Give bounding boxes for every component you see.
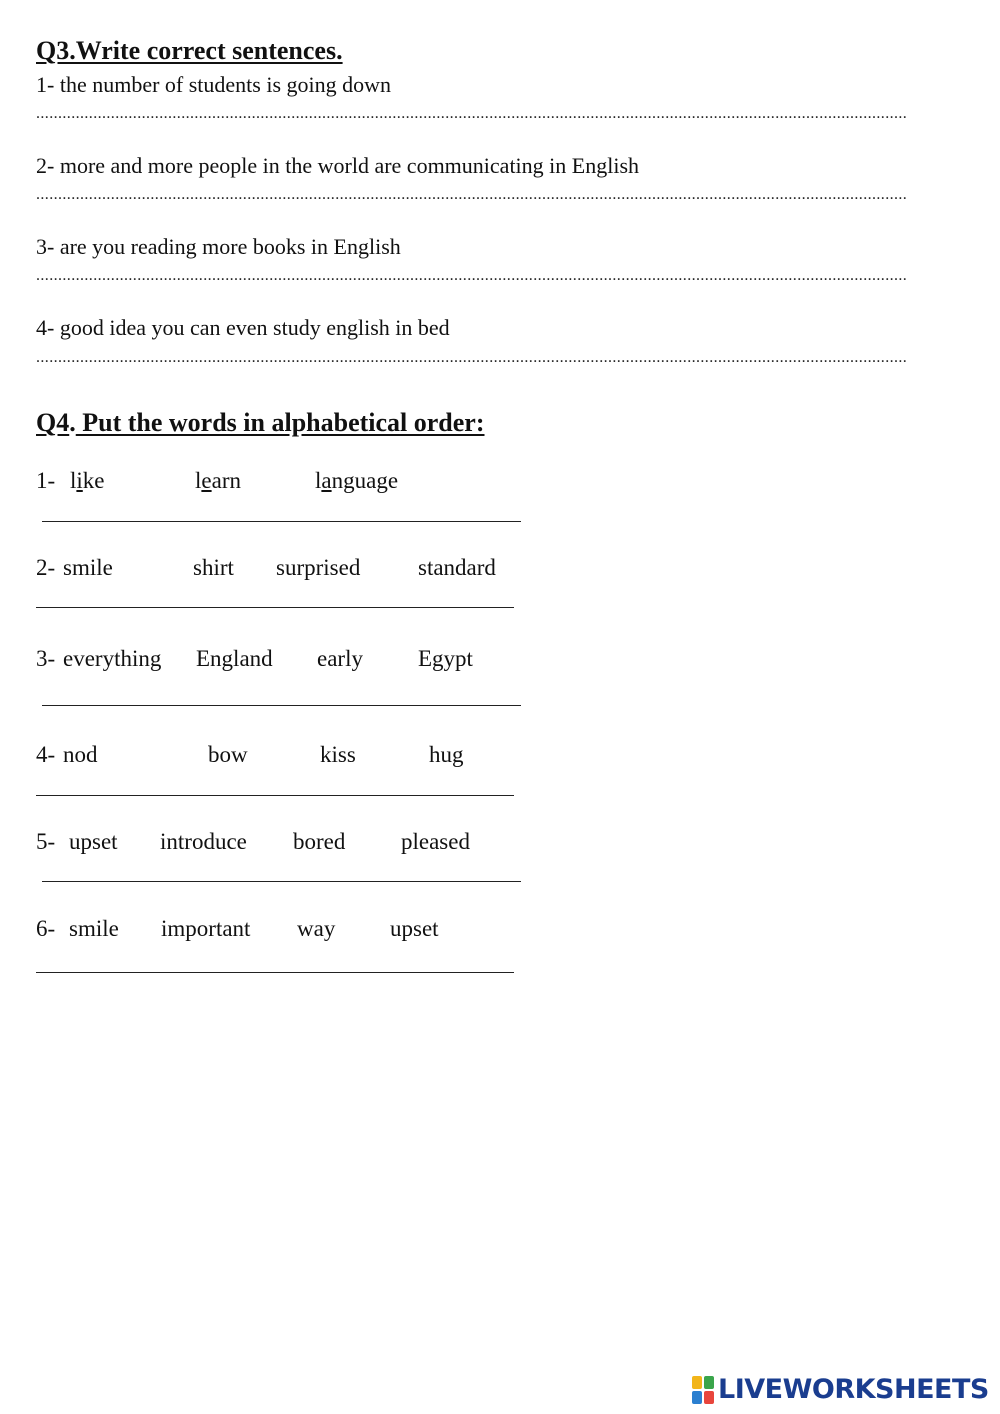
row-number: 4-: [36, 742, 56, 767]
answer-line-1[interactable]: [42, 521, 521, 522]
word-item: England: [196, 646, 273, 671]
answer-line-4[interactable]: [36, 795, 514, 796]
word-item: standard: [418, 555, 496, 580]
word-item: pleased: [401, 829, 470, 854]
q4-heading-prefix: Q4: [36, 408, 70, 437]
word-item: hug: [429, 742, 464, 767]
logo-mark-icon: [692, 1376, 714, 1404]
order-row-3: [36, 646, 636, 676]
word-item: early: [317, 646, 363, 671]
row-number: 5-: [36, 829, 56, 854]
word-language: language: [315, 468, 399, 493]
q4-heading: [36, 408, 485, 438]
q3-sentence-4: 4- good idea you can even study english in bed: [36, 315, 450, 340]
logo-square: [704, 1391, 714, 1404]
word-item: introduce: [160, 829, 247, 854]
row-number: 1-: [36, 468, 56, 493]
q3-heading: Q3.Write correct sentences.: [36, 36, 343, 65]
order-row-5: [36, 829, 636, 859]
word-item: everything: [63, 646, 162, 671]
q3-sentence-3: 3- are you reading more books in English: [36, 234, 401, 259]
answer-line-6[interactable]: [36, 972, 514, 973]
liveworksheets-logo: [692, 1374, 989, 1405]
answer-line-3[interactable]: [42, 705, 521, 706]
q3-sentence-1: 1- the number of students is going down: [36, 72, 392, 97]
row-number: 3-: [36, 646, 56, 671]
word-item: important: [161, 916, 251, 941]
word-item: nod: [63, 742, 98, 767]
answer-dots-1[interactable]: ......................................................................................................................................................................................................: [36, 105, 908, 122]
word-item: surprised: [276, 555, 361, 580]
logo-square: [704, 1376, 714, 1389]
word-item: bow: [208, 742, 248, 767]
row-number: 2-: [36, 555, 56, 580]
word-item: upset: [69, 829, 118, 854]
q4-heading-text: Put the words in alphabetical order:: [75, 408, 485, 437]
order-row-4: [36, 742, 636, 772]
word-learn: learn: [195, 468, 241, 493]
word-item: smile: [69, 916, 119, 941]
answer-line-2[interactable]: [36, 607, 514, 608]
word-item: smile: [63, 555, 113, 580]
logo-square: [692, 1376, 702, 1389]
logo-text: LIVEWORKSHEETS: [718, 1374, 989, 1405]
q3-sentence-2: 2- more and more people in the world are communicating in English: [36, 153, 640, 178]
logo-square: [692, 1391, 702, 1404]
q4-heading-dot: .: [69, 408, 76, 437]
word-item: way: [297, 916, 336, 941]
answer-dots-2[interactable]: ......................................................................................................................................................................................................: [36, 186, 908, 203]
word-item: shirt: [193, 555, 234, 580]
word-item: upset: [390, 916, 439, 941]
row-number: 6-: [36, 916, 56, 941]
answer-dots-4[interactable]: ......................................................................................................................................................................................................: [36, 349, 908, 366]
word-item: kiss: [320, 742, 356, 767]
order-row-6: [36, 916, 636, 946]
word-item: bored: [293, 829, 346, 854]
answer-dots-3[interactable]: ......................................................................................................................................................................................................: [36, 267, 908, 284]
order-row-2: [36, 555, 636, 585]
order-row-1: [36, 468, 636, 498]
answer-line-5[interactable]: [42, 881, 521, 882]
word-like: like: [70, 468, 105, 493]
word-item: Egypt: [418, 646, 473, 671]
